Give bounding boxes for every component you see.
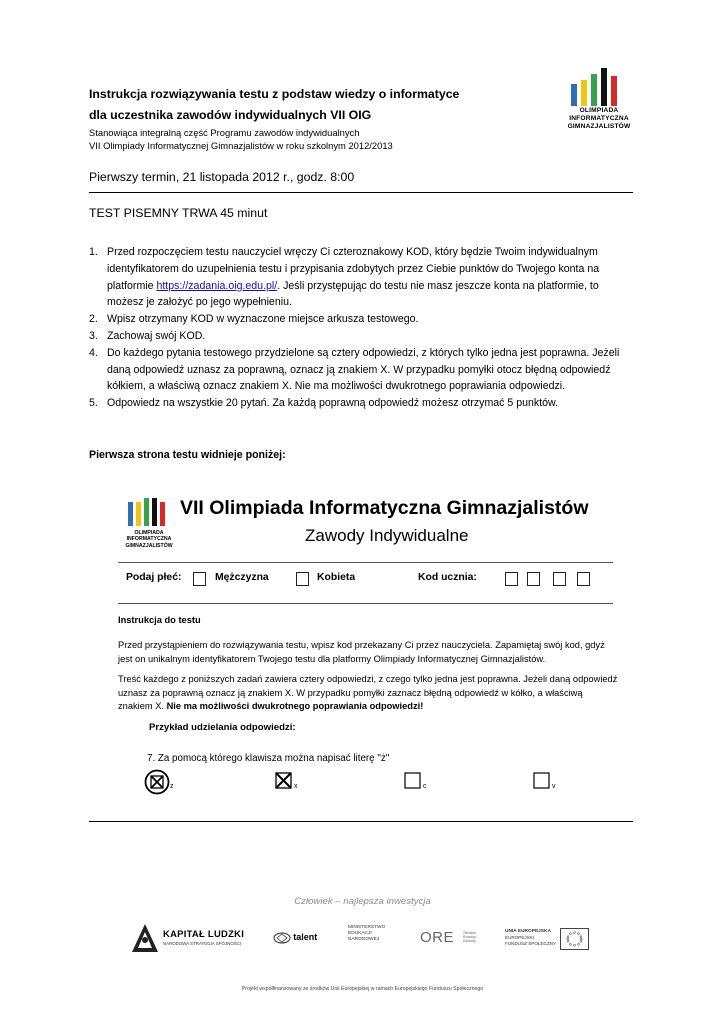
doc-subtitle-line1: Stanowiąca integralną część Programu zawodów indywidualnych — [89, 127, 360, 138]
code-char-box[interactable] — [553, 572, 566, 586]
option-z-label: z — [170, 783, 174, 790]
list-text: Wpisz otrzymany KOD w wyznaczone miejsce arkusza testowego. — [107, 313, 419, 326]
test-instructions-para1: Przed przystąpieniem do rozwiązywania testu, wpisz kod przekazany Ci przez nauczyciela. Zapamiętaj swój kod, gdyż jest on unikalnym identyfikatorem Twojego testu dla platformy Olimpiady Informatycznej Gimnazjalistów. — [118, 640, 605, 664]
test-instructions-heading: Instrukcja do testu — [118, 615, 201, 625]
list-text — [107, 244, 635, 311]
logo-bar-yellow — [581, 80, 587, 106]
eu-line1: UNIA EUROPEJSKA — [505, 929, 551, 934]
option-x-checked-icon — [275, 772, 292, 789]
list-text: Odpowiedz na wszystkie 20 pytań. Za każdą poprawną odpowiedź możesz otrzymać 5 punktów. — [107, 397, 559, 410]
footer-slogan: Człowiek – najlepsza inwestycja — [294, 896, 431, 907]
logo-bar-red — [160, 502, 165, 526]
para2-text: Treść każdego z poniższych zadań zawiera cztery odpowiedzi, z czego tylko jedna jest poprawna. Jeżeli daną odpowiedź uznasz za poprawną oznacz ją znakiem X. W przypadku pomyłki zaznacz błędną odpowiedź w kółko, a właściwą znakiem X. — [118, 674, 618, 711]
ministry-line1: MINISTERSTWO — [348, 925, 386, 930]
list-text: Do każdego pytania testowego przydzielone są cztery odpowiedzi, z których tylko jedna jest poprawna. Jeżeli daną odpowiedź uznasz za poprawną, oznacz ją znakiem X. W przypadku pomyłki otocz błędną odpowiedź kółkiem, a właściwą oznacz znakiem X. Nie ma możliwości dwukrotnego poprawiania odpowiedzi. — [107, 346, 620, 393]
logo-bar-red — [611, 76, 617, 106]
doc-title-line1: Instrukcja rozwiązywania testu z podstaw wiedzy o informatyce — [89, 87, 460, 101]
talent-swirl-icon — [273, 932, 291, 944]
divider — [118, 603, 613, 604]
logo-bars — [569, 66, 629, 106]
list-item — [89, 244, 635, 311]
ore-logo-text: ORE — [420, 929, 455, 946]
ministry-line3: NARODOWEJ — [348, 936, 380, 942]
list-number: 1. — [89, 246, 98, 258]
logo-text-line1: OLIMPIADA — [579, 107, 619, 114]
first-page-label: Pierwsza strona testu widnieje poniżej: — [89, 449, 286, 461]
list-item — [89, 395, 635, 412]
code-char-box[interactable] — [577, 572, 590, 586]
list-number: 4. — [89, 346, 98, 359]
list-text-part: . Jeśli przystępując do testu nie masz jeszcze konta na platformie, to możesz je założyć po jego wypełnieniu. — [107, 279, 599, 309]
logo-bar-blue — [128, 502, 133, 526]
gender-label: Podaj płeć: — [126, 572, 182, 583]
list-item — [89, 345, 635, 395]
female-checkbox[interactable] — [296, 572, 309, 586]
code-char-box[interactable] — [505, 572, 518, 586]
test-page-subtitle: Zawody Indywidualne — [305, 526, 469, 545]
option-z-circled-icon — [144, 769, 170, 795]
eu-flag-icon — [560, 928, 589, 950]
male-label: Mężczyzna — [215, 572, 269, 583]
talent-text: talent — [293, 932, 318, 943]
list-item — [89, 328, 635, 345]
logo-bar-green — [144, 498, 149, 526]
test-duration: TEST PISEMNY TRWA 45 minut — [89, 206, 268, 220]
option-c-checkbox[interactable] — [404, 772, 421, 789]
test-page-logo — [118, 500, 180, 550]
example-label: Przykład udzielania odpowiedzi: — [149, 722, 296, 733]
ministry-line2: EDUKACJI — [348, 930, 372, 936]
oig-logo — [558, 66, 640, 132]
logo-text — [118, 530, 180, 549]
list-number: 2. — [89, 313, 98, 326]
eu-line2: EUROPEJSKI — [505, 934, 535, 940]
logo-bar-black — [152, 498, 157, 526]
first-term-date: Pierwszy termin, 21 listopada 2012 r., godz. 8:00 — [89, 170, 355, 184]
male-checkbox[interactable] — [193, 572, 206, 586]
kapital-ludzki-logo-icon — [130, 922, 160, 954]
code-char-box[interactable] — [527, 572, 540, 586]
platform-link[interactable]: https://zadania.oig.edu.pl/ — [156, 279, 278, 292]
female-label: Kobieta — [317, 572, 356, 583]
list-number: 3. — [89, 329, 98, 342]
option-v-label: v — [552, 783, 556, 790]
logo-text — [558, 107, 640, 131]
cofinancing-note: Projekt współfinansowany ze środków Unii Europejskiej w ramach Europejskiego Funduszu Społecznego — [241, 986, 484, 992]
logo-bar-green — [591, 74, 597, 106]
logo-text-line3: GIMNAZJALISTÓW — [125, 542, 173, 549]
doc-subtitle-line2: VII Olimpiady Informatycznej Gimnazjalistów w roku szkolnym 2012/2013 — [89, 140, 393, 151]
ore-sub-line2: Rozwoju — [463, 935, 477, 940]
divider — [89, 192, 633, 193]
test-instructions-para2 — [118, 673, 618, 714]
divider — [118, 562, 613, 563]
logo-text-line2: INFORMATYCZNA — [569, 115, 629, 122]
list-item — [89, 311, 635, 328]
list-text: Zachowaj swój KOD. — [107, 329, 206, 342]
option-v-checkbox[interactable] — [533, 772, 550, 789]
logo-bar-yellow — [136, 502, 141, 526]
list-number: 5. — [89, 397, 98, 410]
student-code-label: Kod ucznia: — [418, 572, 477, 583]
divider — [89, 821, 633, 822]
document-header — [89, 84, 559, 152]
ore-sub-line3: Edukacji — [463, 939, 476, 944]
example-question: 7. Za pomocą którego klawisza można napisać literę "ż" — [147, 753, 390, 764]
logo-text-line2: INFORMATYCZNA — [126, 536, 172, 543]
ministry-logo — [348, 925, 385, 942]
logo-text-line3: GIMNAZJALISTÓW — [567, 123, 631, 130]
option-c-label: c — [423, 783, 427, 790]
talent-logo — [273, 932, 317, 944]
para2-bold-text: Nie ma możliwości dwukrotnego poprawiania odpowiedzi! — [166, 701, 424, 711]
logo-text-line1: OLIMPIADA — [134, 530, 164, 536]
ore-subtitle — [463, 931, 476, 944]
list-text-part: Przed rozpoczęciem testu nauczyciel wręczy Ci czteroznakowy KOD, który będzie Twoim indywidualnym identyfikatorem do uzupełnienia testu i przypisania zdobytych przez Ciebie punktów do Twojego konta na platformie — [107, 246, 600, 292]
ore-sub-line1: Ośrodek — [463, 931, 476, 935]
eu-logo-text — [505, 928, 556, 946]
test-page-title: VII Olimpiada Informatyczna Gimnazjalistów — [180, 497, 589, 519]
logo-bar-blue — [571, 84, 577, 106]
doc-title-line2: dla uczestnika zawodów indywidualnych VII OIG — [89, 108, 372, 122]
kapital-ludzki-subtitle: NARODOWA STRATEGIA SPÓJNOŚCI — [163, 941, 242, 946]
option-x-label: x — [294, 783, 298, 790]
kapital-ludzki-title: KAPITAŁ LUDZKI — [163, 928, 245, 939]
logo-bar-black — [601, 68, 607, 106]
eu-line3: FUNDUSZ SPOŁECZNY — [505, 940, 557, 946]
instructions-list — [89, 244, 635, 412]
